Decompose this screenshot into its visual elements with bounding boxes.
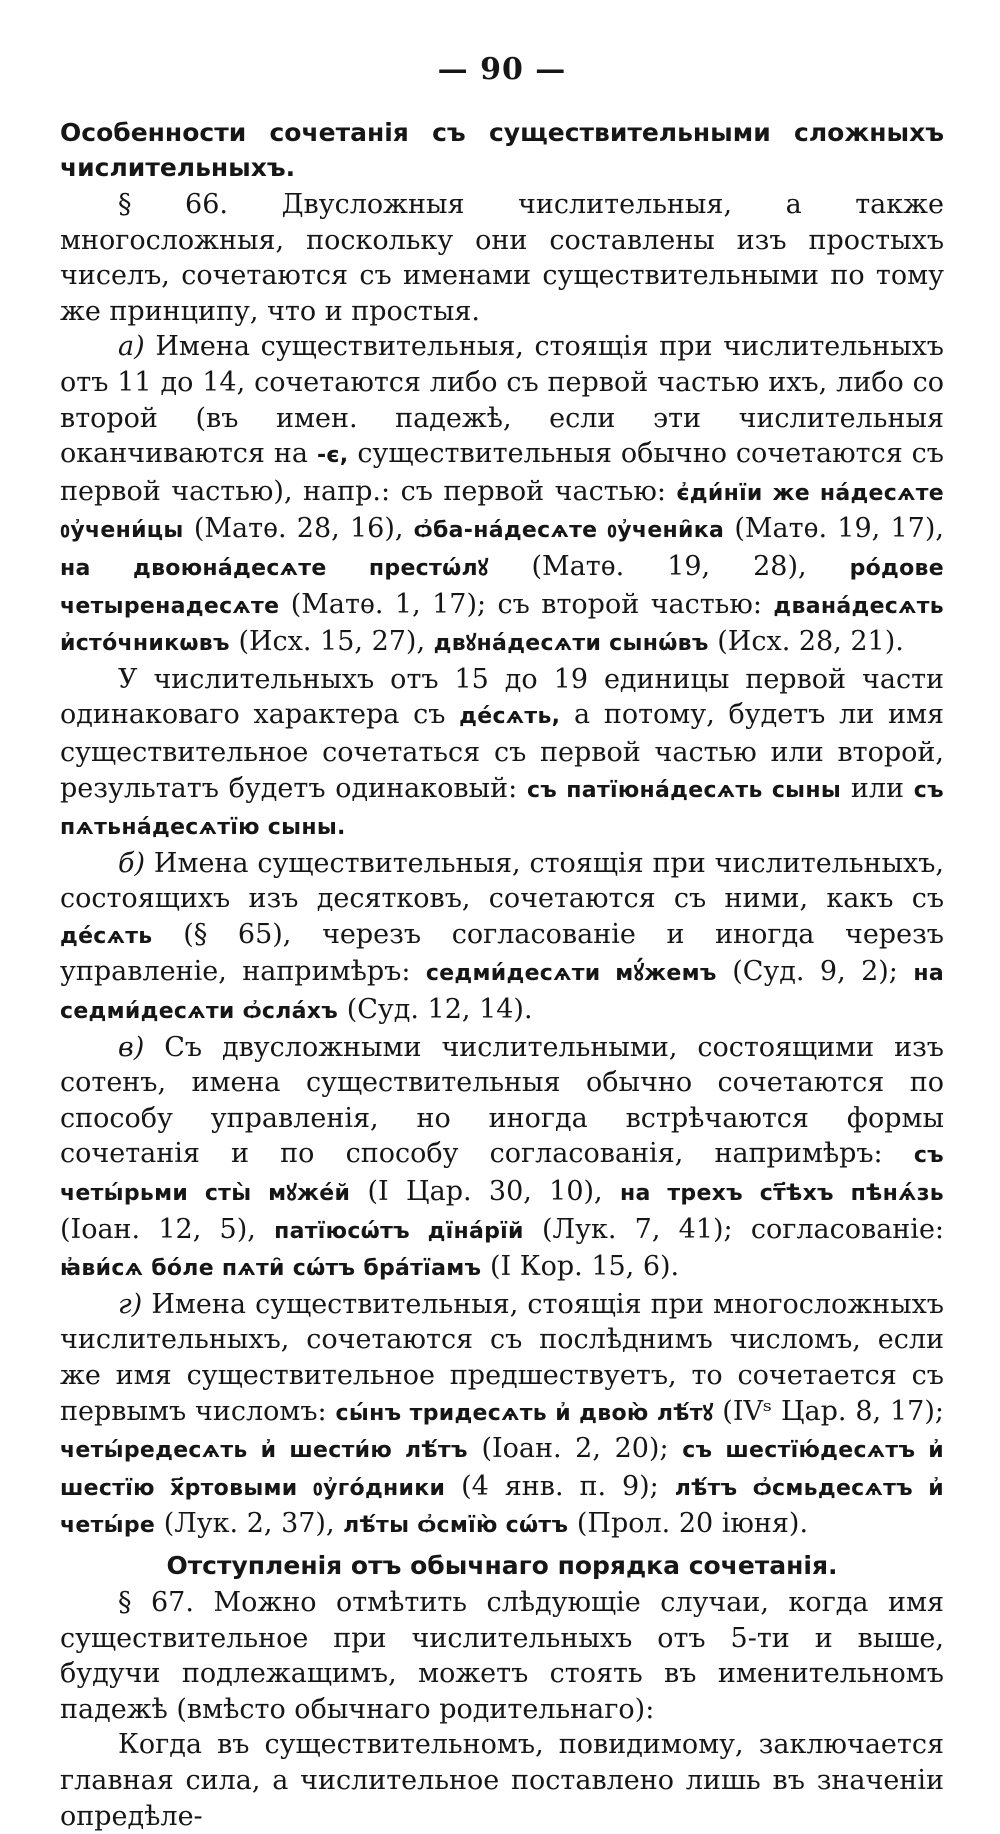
paragraph-67	[60, 1585, 944, 1727]
citation: (Матѳ. 28, 16),	[193, 513, 404, 545]
church-slavonic-example: лѣ́тъ ѻ҆смьдесѧтъ и҆ четы́ре	[60, 1475, 944, 1539]
citation: (I Кор. 15, 6).	[489, 1251, 680, 1283]
church-slavonic-example: съ четы́рьми сты̀ мꙋже́й	[60, 1143, 945, 1207]
text-run: У числительныхъ отъ 15 до 19 единицы первой части одинаковаго характера съ	[60, 663, 944, 731]
citation: (Іоан. 12, 5),	[60, 1213, 256, 1245]
text-run: Имена существительныя, стоящія при многосложныхъ числительныхъ, сочетаются съ послѣднимъ числомъ, если же имя существительное предшествуетъ, то сочетается съ первымъ числомъ:	[60, 1288, 944, 1427]
item-label-a: а)	[118, 331, 145, 363]
church-slavonic-example: патїюсѡ́тъ дїна́рїй	[274, 1218, 524, 1244]
church-slavonic-example: двана́десѧть и҆сто́чникѡвъ	[60, 593, 944, 657]
item-label-v: в)	[118, 1031, 145, 1063]
citation: (Исх. 15, 27),	[238, 626, 426, 658]
citation: (Прол. 20 іюня).	[576, 1508, 809, 1540]
citation: (Лук. 7, 41); согласованіе:	[542, 1213, 945, 1245]
citation: (Суд. 9, 2);	[732, 956, 898, 988]
citation: (I Цар. 30, 10),	[367, 1176, 603, 1208]
paragraph-67-text: Можно отмѣтить слѣдующіе случаи, когда имя существительное при числительныхъ отъ 5-ти и выше, будучи подлежащимъ, можетъ стоять въ именительномъ падежѣ (вмѣсто обычнаго родительнаго):	[60, 1586, 944, 1725]
text-run: Имена существительныя, стоящія при числительныхъ, состоящихъ изъ десятковъ, сочетаются съ ними, какъ съ	[60, 847, 944, 915]
church-slavonic-example: лѣ́ты ѻ҆смїю̀ сѡ́тъ	[343, 1513, 569, 1539]
church-slavonic-example: де́сѧть,	[459, 704, 561, 730]
church-slavonic-example: съ шестїю́десѧтъ и҆ шестїю х҃ртовыми ᲂу҆го́дники	[60, 1438, 944, 1501]
church-slavonic-example: є҆ди́нїи же на́десѧте ᲂу҆чени́цы	[60, 480, 944, 544]
church-slavonic-example: четы́редесѧть и҆ шести́ю лѣ́тъ	[60, 1438, 468, 1464]
section-mark-67: § 67.	[118, 1586, 194, 1618]
section-heading-deviations: Отступленія отъ обычнаго порядка сочетанія.	[166, 1550, 838, 1580]
paragraph-v	[60, 1030, 944, 1287]
paragraph-66-text: Двусложныя числительныя, а также многосложныя, поскольку они составлены изъ простыхъ чиселъ, сочетаются съ именами существительными по тому же принципу, что и простыя.	[60, 189, 944, 327]
church-slavonic-example: ꙗ҆ви́сѧ бо́ле пѧти̑ сѡ́тъ бра́тїамъ	[60, 1256, 482, 1282]
church-slavonic-example: съ патїюна́десѧть сыны	[526, 777, 842, 803]
text-run: а потому, будетъ ли имя существительное сочетаться съ первой частью или второй, результатъ будетъ одинаковый:	[60, 699, 944, 804]
paragraph-15-19	[60, 662, 944, 846]
church-slavonic-example: на трехъ ст҃ѣхъ пѣнѧ́зь	[619, 1181, 944, 1207]
text-run: или	[850, 772, 904, 804]
citation: (Лук. 2, 37),	[163, 1508, 335, 1540]
paragraph-last: Когда въ существительномъ, повидимому, заключается главная сила, а числительное поставлено лишь въ значеніи опредѣле-	[60, 1729, 944, 1832]
citation: (Матѳ. 19, 28),	[531, 550, 807, 582]
paragraph-a	[60, 329, 944, 661]
citation: (Іоан. 2, 20);	[481, 1433, 669, 1465]
paragraph-66	[60, 187, 944, 329]
item-label-b: б)	[118, 847, 146, 879]
text-run: Съ двусложными числительными, состоящими изъ сотенъ, имена существительныя обычно сочетаются по способу управленія, но иногда встрѣчаются формы сочетанія и по способу согласованія, напримѣръ:	[60, 1031, 944, 1170]
citation: (Исх. 28, 21).	[717, 626, 904, 658]
church-slavonic-example: -є,	[316, 443, 349, 469]
church-slavonic-example: ѻ҆ба-на́десѧте ᲂу҆чени̑ка	[413, 518, 725, 544]
citation: (Матѳ. 19, 17),	[734, 513, 944, 545]
citation: (Матѳ. 1, 17); съ второй частью:	[290, 588, 762, 620]
section-mark-66: § 66.	[118, 189, 228, 220]
citation: (IVˢ Цар. 8, 17);	[722, 1395, 944, 1427]
church-slavonic-example: ро́дове четыренадесѧте	[60, 555, 944, 619]
paragraph-g	[60, 1287, 944, 1544]
text-run: Имена существительныя, стоящія при числительныхъ отъ 11 до 14, сочетаются либо съ первой частью ихъ, либо со второй (въ имен. падежѣ, если эти числительныя оканчиваются на	[60, 331, 944, 470]
church-slavonic-example: двꙋна́десѧти сынѡ́въ	[433, 631, 709, 657]
item-label-g: г)	[118, 1288, 143, 1320]
text-run: (§ 65), черезъ согласованіе и иногда черезъ управленіе, напримѣръ:	[60, 918, 944, 988]
church-slavonic-example: сы́нъ тридесѧть и҆ двою̀ лѣ́тꙋ	[335, 1400, 714, 1426]
church-slavonic-example: седми́десѧти мꙋ́жемъ	[425, 961, 717, 987]
citation: (Суд. 12, 14).	[346, 994, 533, 1026]
paragraph-b	[60, 846, 944, 1030]
church-slavonic-example: де́сѧть	[60, 923, 153, 949]
church-slavonic-example: съ пѧтьна́десѧтїю сыны.	[60, 777, 944, 841]
text-run: существительныя обычно сочетаются съ первой частью), напр.: съ первой частью:	[60, 438, 944, 507]
church-slavonic-example: на двоюна́десѧте престѡ́лꙋ	[60, 555, 489, 581]
page-number: — 90 —	[437, 52, 567, 87]
section-heading-numerals: Особенности сочетанія съ существительными сложныхъ числительныхъ.	[60, 118, 944, 182]
church-slavonic-example: на седми́десѧти ѻ҆сла́хъ	[60, 961, 944, 1025]
citation: (4 янв. п. 9);	[461, 1470, 659, 1502]
